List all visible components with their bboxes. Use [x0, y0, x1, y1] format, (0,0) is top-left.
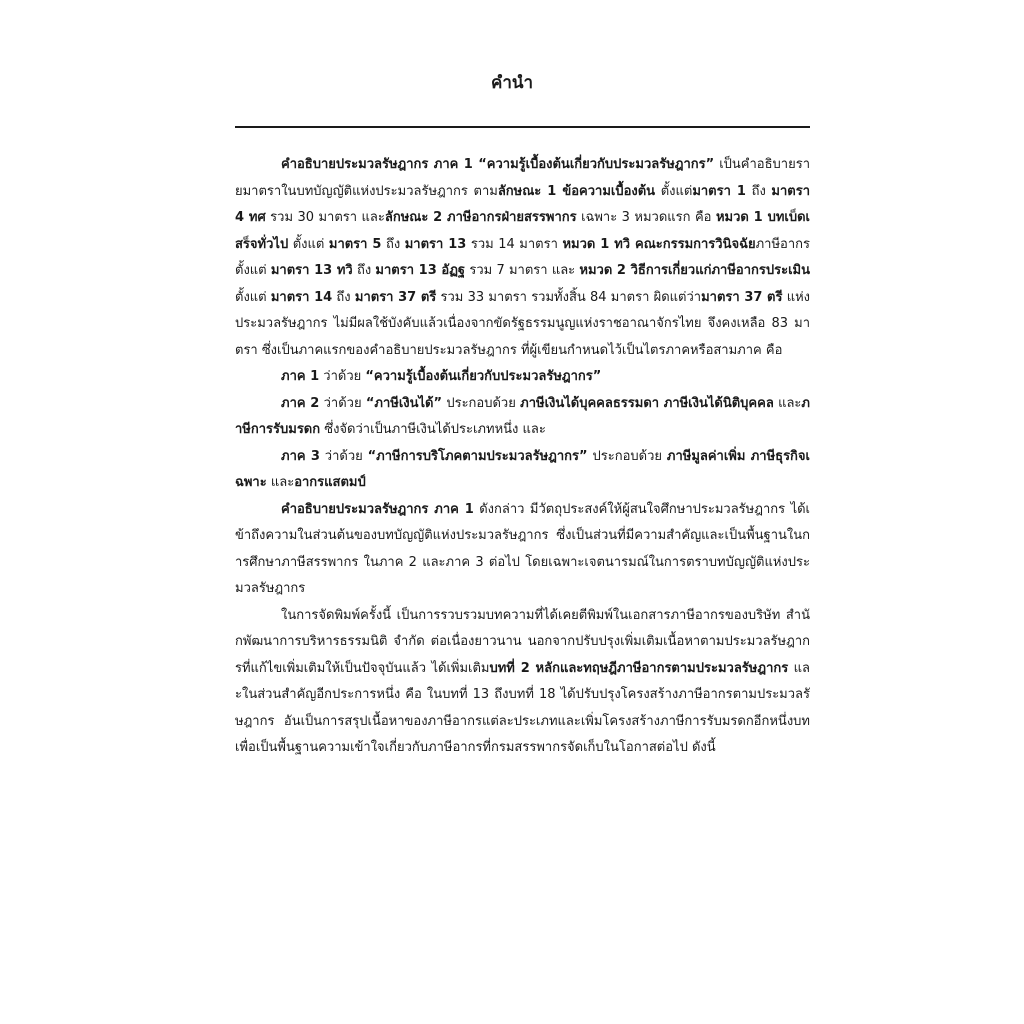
bold-text-run: หมวด 1 บทเบ็ดเสร็จทั่วไป	[235, 210, 810, 252]
text-run: ซึ่งจัดว่าเป็นภาษีเงินได้ประเภทหนึ่ง และ	[320, 422, 546, 437]
text-run: รวม 30 มาตรา และ	[265, 210, 385, 225]
text-run: ถึง	[745, 183, 772, 199]
text-run: ประกอบด้วย	[587, 448, 667, 464]
text-run: รวม 33 มาตรา รวมทั้งสิ้น 84 มาตรา ผิดแต่ว่า	[436, 289, 702, 305]
paragraph	[235, 497, 810, 603]
text-run: ถึง	[352, 263, 376, 278]
bold-text-run: มาตรา 4 ทศ	[235, 183, 811, 225]
bold-text-run: “ภาษีเงินได้”	[365, 395, 443, 411]
text-run: และ	[773, 395, 802, 411]
bold-text-run: ภาษีมูลค่าเพิ่ม ภาษีธุรกิจเฉพาะ	[235, 448, 810, 490]
bold-text-run: หมวด 1 ทวิ คณะกรรมการวินิจฉัย	[562, 236, 756, 252]
text-run: ภาษีอากร ตั้งแต่	[235, 236, 810, 278]
bold-text-run: “ภาษีการบริโภคตามประมวลรัษฎากร”	[367, 448, 588, 464]
text-run: ตั้งแต่	[288, 236, 329, 252]
bold-text-run: ภาษีเงินได้บุคคลธรรมดา ภาษีเงินได้นิติบุคคล	[520, 395, 774, 411]
bold-text-run: มาตรา 37 ตรี	[701, 289, 783, 305]
text-run: และ	[266, 475, 295, 490]
bold-text-run: คำอธิบายประมวลรัษฎากร ภาค 1	[281, 501, 474, 517]
text-run: ว่าด้วย	[319, 369, 366, 384]
bold-text-run: มาตรา 13 อัฏฐ	[375, 263, 466, 278]
bold-text-run: มาตรา 14	[270, 289, 333, 305]
text-run: แห่งประมวลรัษฎากร ไม่มีผลใช้บังคับแล้วเนื่องจากขัดรัฐธรรมนูญแห่งราชอาณาจักรไทย จึงคงเหลือ 83 มาตรา ซึ่งเป็นภาคแรกของคำอธิบายประมวลรัษฎากร ที่ผู้เขียนกำหนดไว้เป็นไตรภาคหรือสามภาค คือ	[235, 289, 811, 358]
text-run: ในการจัดพิมพ์ครั้งนี้ เป็นการรวบรวมบทความที่ได้เคยตีพิมพ์ในเอกสารภาษีอากรของบริษัท สำนักพัฒนาการบริหารธรรมนิติ จำกัด ต่อเนื่องยาวนาน นอกจากปรับปรุงเพิ่มเติมเนื้อหาตามประมวลรัษฎากรที่แก้ไขเพิ่มเติมให้เป็นปัจจุบันแล้ว ได้เพิ่มเติม	[235, 607, 810, 676]
text-run: ถึง	[381, 236, 405, 252]
bold-text-run: ลักษณะ 2 ภาษีอากรฝ่ายสรรพากร	[384, 210, 577, 225]
bold-text-run: ภาษีการรับมรดก	[235, 395, 810, 437]
text-run: ว่าด้วย	[319, 448, 368, 464]
text-run: ถึง	[332, 289, 355, 305]
text-run: ตั้งแต่	[655, 183, 693, 199]
bold-text-run: ภาค 2	[281, 395, 320, 411]
bold-text-run: ภาค 3	[281, 448, 320, 464]
text-run: เป็นคำอธิบายรายมาตราในบทบัญญัติแห่งประมวลรัษฎากร ตาม	[235, 157, 810, 199]
paragraph	[235, 391, 810, 444]
bold-text-run: มาตรา 13 ทวิ	[270, 263, 353, 278]
bold-text-run: มาตรา 13	[404, 236, 467, 252]
bold-text-run: มาตรา 1	[692, 183, 746, 199]
bold-text-run: หมวด 2 วิธีการเกี่ยวแก่ภาษีอากรประเมิน	[579, 263, 810, 278]
text-run: และในส่วนสำคัญอีกประการหนึ่ง คือ ในบทที่ 13 ถึงบทที่ 18 ได้ปรับปรุงโครงสร้างภาษีอากรตามประมวลรัษฎากร อันเป็นการสรุปเนื้อหาของภาษีอากรแต่ละประเภทและเพิ่มโครงสร้างภาษีการรับมรดกอีกหนึ่งบท เพื่อเป็นพื้นฐานความเข้าใจเกี่ยวกับภาษีอากรที่กรมสรรพากรจัดเก็บในโอกาสต่อไป ดังนี้	[235, 660, 811, 755]
paragraph	[235, 152, 810, 364]
bold-text-run: “ความรู้เบื้องต้นเกี่ยวกับประมวลรัษฎากร”	[365, 369, 602, 384]
bold-text-run: มาตรา 5	[328, 236, 382, 252]
paragraph	[235, 444, 810, 497]
bold-text-run: คำอธิบายประมวลรัษฎากร ภาค 1 “ความรู้เบื้องต้นเกี่ยวกับประมวลรัษฎากร”	[281, 157, 715, 172]
text-run: รวม 7 มาตรา และ	[465, 263, 580, 278]
bold-text-run: ลักษณะ 1 ข้อความเบื้องต้น	[497, 183, 656, 199]
title-divider	[235, 126, 810, 128]
bold-text-run: ภาค 1	[281, 369, 320, 384]
preface-body	[235, 152, 810, 762]
text-run: ว่าด้วย	[319, 395, 366, 411]
paragraph	[235, 603, 810, 762]
text-run: ตั้งแต่	[235, 289, 271, 305]
bold-text-run: อากรแสตมป์	[294, 475, 366, 490]
text-run: รวม 14 มาตรา	[466, 236, 563, 252]
text-run: ประกอบด้วย	[442, 395, 521, 411]
bold-text-run: บทที่ 2 หลักและทฤษฎีภาษีอากรตามประมวลรัษฎากร	[489, 660, 789, 676]
paragraph	[235, 364, 810, 391]
text-run: ดังกล่าว มีวัตถุประสงค์ให้ผู้สนใจศึกษาประมวลรัษฎากร ได้เข้าถึงความในส่วนต้นของบทบัญญัติแห่งประมวลรัษฎากร ซึ่งเป็นส่วนที่มีความสำคัญและเป็นพื้นฐานในการศึกษาภาษีสรรพากร ในภาค 2 และภาค 3 ต่อไป โดยเฉพาะเจตนารมณ์ในการตราบทบัญญัติแห่งประมวลรัษฎากร	[235, 501, 810, 596]
page-title: คำนำ	[490, 73, 534, 93]
bold-text-run: มาตรา 37 ตรี	[354, 289, 437, 305]
text-run: เฉพาะ 3 หมวดแรก คือ	[576, 210, 716, 225]
